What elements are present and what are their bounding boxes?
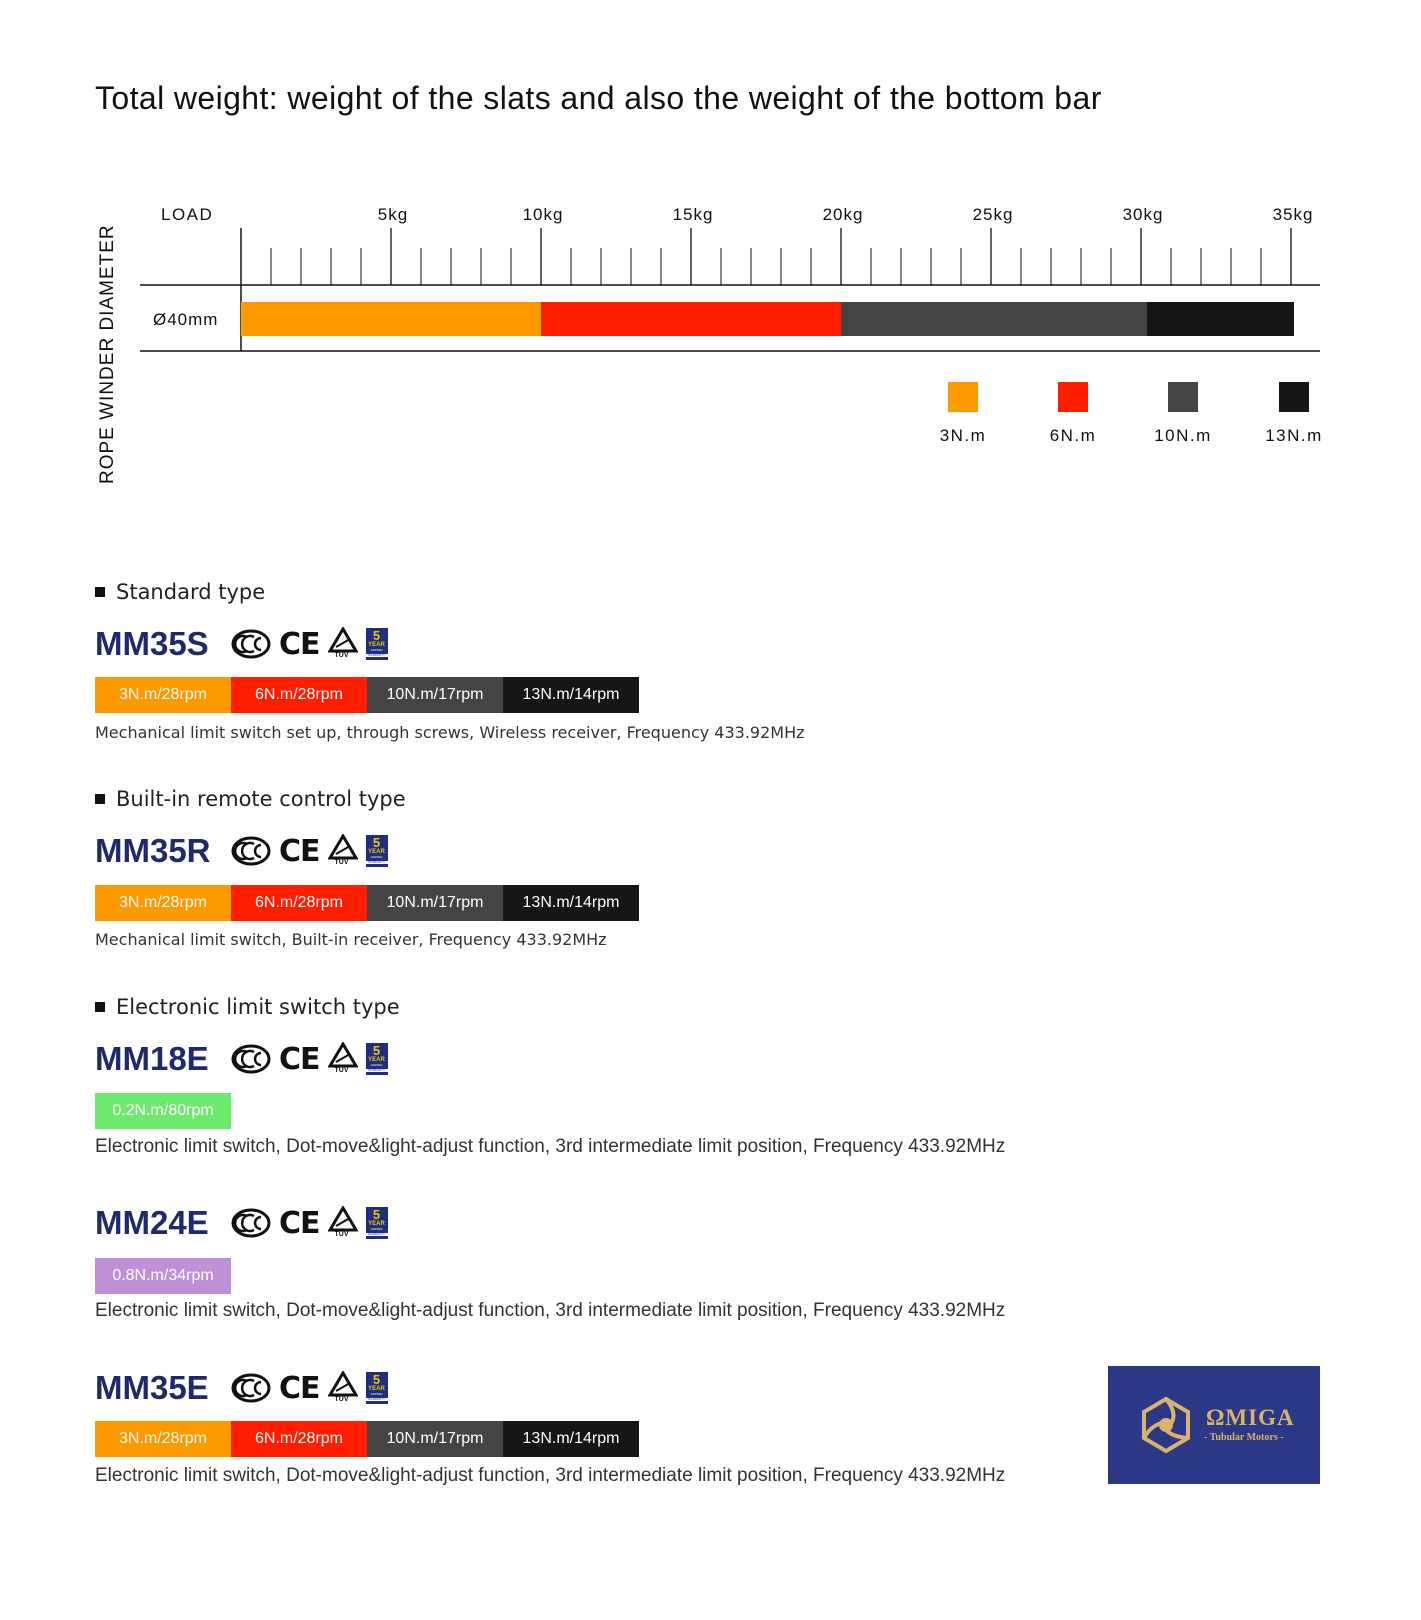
legend-label: 3N.m [939,426,987,445]
certification-icons [231,1206,388,1241]
load-chart [0,0,1421,520]
bullet-icon [95,587,105,597]
certification-icons [231,834,388,869]
tuv-icon [328,834,358,868]
product-description: Mechanical limit switch set up, through screws, Wireless receiver, Frequency 433.92MHz [95,723,805,742]
logo-name: ΩMIGA [1206,1405,1295,1430]
spec-badge: 13N.m/14rpm [503,885,639,921]
product-header-mm35e [95,1368,388,1408]
product-header-mm18e [95,1039,388,1079]
certification-icons [231,1042,388,1077]
spec-badge: 0.8N.m/34rpm [95,1258,231,1294]
spec-badge: 10N.m/17rpm [367,885,503,921]
tuv-label: TÜV [334,859,349,866]
ce-mark-icon: CE [279,626,320,662]
legend-swatch [1168,382,1198,412]
certification-icons [231,1371,388,1406]
spec-badges-mm35s [95,677,639,713]
category-label: Ø40mm [153,310,219,329]
model-name: MM18E [95,1040,209,1077]
section-heading-standard [95,580,265,604]
ce-mark-icon: CE [279,1370,320,1406]
section-heading-label: Electronic limit switch type [116,995,400,1019]
legend-swatch [1279,382,1309,412]
spec-badges-mm18e [95,1093,231,1129]
spec-badge: 13N.m/14rpm [503,1421,639,1457]
section-heading-label: Standard type [116,580,266,604]
section-heading-label: Built-in remote control type [116,787,406,811]
spec-badge: 10N.m/17rpm [367,677,503,713]
product-header-mm35s [95,624,388,664]
spec-badge: 0.2N.m/80rpm [95,1093,231,1129]
x-tick-label: 5kg [377,205,409,224]
model-name: MM35E [95,1369,209,1406]
spec-badge: 3N.m/28rpm [95,677,231,713]
ccc-icon [231,1044,271,1074]
tuv-label: TÜV [334,1231,349,1238]
product-description: Electronic limit switch, Dot-move&light-adjust function, 3rd intermediate limit position, Frequency 433.92MHz [95,1300,1006,1321]
bar-segment [1147,302,1294,336]
x-tick-label: 25kg [972,205,1014,224]
ccc-icon [231,836,271,866]
spec-badge: 3N.m/28rpm [95,1421,231,1457]
five-year-warranty-icon: 5 YEAR LIMITED WARRANTY [366,835,388,867]
product-description: Mechanical limit switch, Built-in receiver, Frequency 433.92MHz [95,930,607,949]
bullet-icon [95,794,105,804]
spec-badge: 6N.m/28rpm [231,885,367,921]
bar-segment [841,302,1147,336]
ccc-icon [231,1373,271,1403]
model-name: MM35S [95,625,209,662]
ce-mark-icon: CE [279,1041,320,1077]
certification-icons [231,627,388,662]
ccc-icon [231,629,271,659]
tuv-icon [328,627,358,661]
bar-segment [241,302,541,336]
ccc-icon [231,1208,271,1238]
section-heading-electronic [95,995,400,1019]
page-title: Total weight: weight of the slats and also the weight of the bottom bar [95,80,1102,116]
product-description: Electronic limit switch, Dot-move&light-adjust function, 3rd intermediate limit position, Frequency 433.92MHz [95,1465,1006,1486]
tuv-icon [328,1206,358,1240]
x-tick-label: 10kg [522,205,564,224]
x-tick-label: 15kg [672,205,714,224]
legend-label: 13N.m [1265,426,1323,445]
model-name: MM35R [95,832,211,869]
legend-swatch [948,382,978,412]
product-header-mm24e [95,1203,388,1243]
tuv-label: TÜV [334,1067,349,1074]
product-header-mm35r [95,831,388,871]
tuv-icon [328,1371,358,1405]
five-year-warranty-icon: 5 YEAR LIMITED WARRANTY [366,1207,388,1239]
spec-badge: 6N.m/28rpm [231,677,367,713]
spec-badges-mm24e [95,1258,231,1294]
legend-swatch [1058,382,1088,412]
legend-label: 6N.m [1049,426,1097,445]
tuv-label: TÜV [334,1396,349,1403]
five-year-warranty-icon: 5 YEAR LIMITED WARRANTY [366,1043,388,1075]
model-name: MM24E [95,1204,209,1241]
spec-badge: 3N.m/28rpm [95,885,231,921]
five-year-warranty-icon: 5 YEAR LIMITED WARRANTY [366,628,388,660]
spec-badge: 13N.m/14rpm [503,677,639,713]
bar-segment [541,302,841,336]
logo-tagline: - Tubular Motors - [1204,1432,1284,1443]
ce-mark-icon: CE [279,1205,320,1241]
x-tick-label: 30kg [1122,205,1164,224]
five-year-warranty-icon: 5 YEAR LIMITED WARRANTY [366,1372,388,1404]
spec-badges-mm35r [95,885,639,921]
tuv-label: TÜV [334,652,349,659]
spec-badge: 10N.m/17rpm [367,1421,503,1457]
y-axis-label: ROPE WINDER DIAMETER [97,224,118,484]
bullet-icon [95,1002,105,1012]
legend-label: 10N.m [1154,426,1212,445]
section-heading-remote [95,787,406,811]
ce-mark-icon: CE [279,833,320,869]
x-tick-label: 35kg [1272,205,1314,224]
tuv-icon [328,1042,358,1076]
spec-badges-mm35e [95,1421,639,1457]
spec-badge: 6N.m/28rpm [231,1421,367,1457]
product-description: Electronic limit switch, Dot-move&light-adjust function, 3rd intermediate limit position, Frequency 433.92MHz [95,1136,1006,1157]
x-tick-label: 20kg [822,205,864,224]
x-axis-label: LOAD [161,205,214,224]
